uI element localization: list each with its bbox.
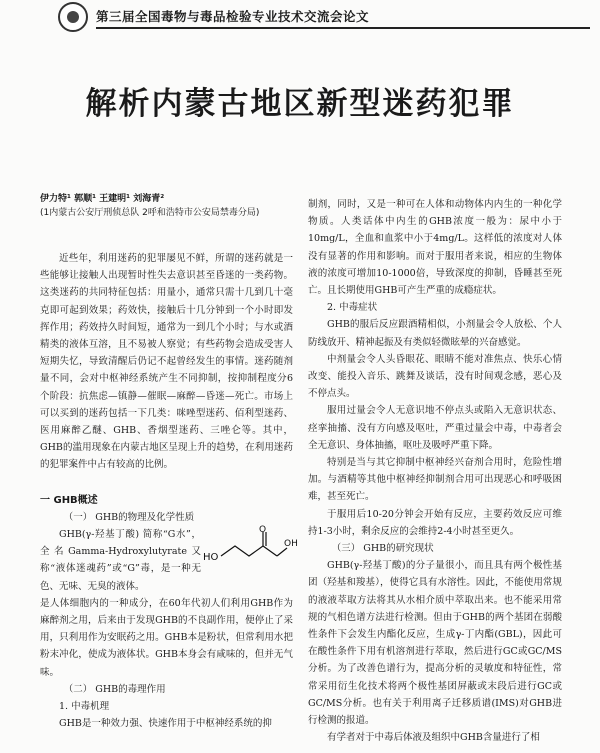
page-header — [0, 0, 600, 40]
article-title: 解析内蒙古地区新型迷药犯罪 — [85, 86, 515, 122]
subsection-heading-2: （二） GHB的毒理作用 — [63, 683, 166, 695]
author-affiliations: (1内蒙古公安厅刑侦总队 2呼和浩特市公安局禁毒分局) — [40, 208, 260, 218]
author-names: 伊力特¹ 郭顺¹ 王建明¹ 刘海青² — [40, 194, 165, 204]
symptoms-paragraph-2: 中剂量会令人头昏眼花、眼睛不能对准焦点、快乐心情改变、能投入音乐、跳舞及谈话，没有时间观念感，恶心及不停点头。 — [308, 353, 562, 400]
ghb-definition: GHB(γ-羟基丁酸) 简称“G水”，全名Gamma-Hydroxylutyrate又称“液体迷魂药”或“G”毒，是一种无色、无味、无臭的液体。 — [40, 529, 201, 592]
svg-text:HO: HO — [203, 552, 219, 564]
header-rule — [96, 27, 590, 29]
right-column — [308, 196, 562, 747]
emblem-icon — [58, 2, 88, 32]
conference-title: 第三届全国毒物与毒品检验专业技术交流会论文 — [96, 9, 370, 24]
research-paragraph: GHB(γ-羟基丁酸)的分子量很小，而且具有两个极性基团（羟基和羧基），使得它具有水溶性。因此，不能使用常规的液液萃取方法将其从水相介质中萃取出来。也不能采用常规的气相色谱方法进行检测。但由于GHB的两个基团在弱酸性条件下会发生内酯化反应，生成γ-丁内酯(GBL)，因此可在酸性条件下用有机溶剂进行萃取，然后进行GC或GC/MS分析。为了改善色谱行为，提高分析的灵敏度和特征性，常常采用衍生化技术将两个极性基团屏蔽或末段后进行GC或GC/MS分析。也有关于利用离子迁移质谱(IMS)对GHB进行检测的报道。 — [308, 560, 562, 727]
ghb-structure-diagram — [201, 525, 298, 566]
left-column — [40, 192, 298, 732]
svg-text:OH: OH — [284, 539, 298, 550]
symptoms-paragraph-1: GHB的服后反应跟酒精相似，小剂量会令人放松、个人防线放开、精神起振及有类似轻微眩晕的兴奋感觉。 — [308, 319, 562, 348]
symptoms-paragraph-4: 特别是当与其它抑制中枢神经兴奋剂合用时，危险性增加。与酒精等其他中枢神经抑制剂合用可出现恶心和呼吸困难，甚至死亡。 — [308, 457, 562, 503]
research-heading: （三） GHB的研究现状 — [331, 543, 434, 555]
author-block — [40, 192, 293, 220]
symptoms-paragraph-3: 服用过量会令人无意识地不停点头或陷入无意识状态、痉挛抽搐、没有方向感及呕吐，严重过量会中毒，中毒者会全无意识、身体抽搐，呕吐及吸呼严重下降。 — [308, 405, 562, 451]
mechanism-paragraph: GHB是一种效力强、快速作用于中枢神经系统的抑 — [59, 718, 272, 730]
intro-paragraph: 近些年，利用迷药的犯罪屡见不鲜，所谓的迷药就是一些能够让接触人出现暂时性失去意识甚至昏迷的一类药物。这类迷药的共同特征包括：用量小，通常只需十几到几十毫克即可起到效果；药效快，接触后十几分钟到一个小时即发挥作用；药效持久时间短，通常为一到几个小时；与水或酒精类的液体互溶，且不易被人察觉；有些药物会造成受害人短期失忆，导致清醒后仍记不起曾经发生的事情。迷药随剂量不同，会对中枢神经系统产生不同抑制，按抑制程度分6个阶段：抗焦虑—镇静—催眠—麻醉—昏迷—死亡。市场上可以买到的迷药包括一下几类：咪唑型迷药、佰利型迷药、医用麻醉乙醚、GHB、香烟型迷药、三唑仑等。其中，GHB的滥用现象在内蒙古地区呈现上升的趋势，在利用迷药的犯罪案件中占有较高的比例。 — [40, 253, 293, 471]
mechanism-continued: 制剂，同时，又是一种可在人体和动物体内内生的一种化学物质。人类话体中内生的GHB浓度一般为：尿中小于10mg/L，全血和血浆中小于4mg/L。这样低的浓度对人体没有显著的作用和影响。而对于服用者来说，相应的生物体液的浓度可增加10-1000倍，导致深度的抑制，昏睡甚至死亡。且长期使用GHB可产生严重的成瘾症状。 — [308, 199, 562, 297]
ghb-description: 是人体细胞内的一种成分，在60年代初人们利用GHB作为麻醉剂之用，后来由于发现GHB的不良副作用，便停止了采用，只利用作为安眠药之用。GHB本是粉状，但常利用水把粉末冲化，使成为液体状。GHB本身会有咸味的，但并无气味。 — [40, 597, 293, 678]
subsection-heading-2a: 1. 中毒机理 — [59, 701, 110, 713]
symptoms-heading: 2. 中毒症状 — [327, 302, 378, 314]
section-heading-1: 一 GHB概述 — [40, 494, 98, 506]
svg-text:O: O — [259, 525, 267, 536]
research-paragraph-continued: 有学者对于中毒后体液及组织中GHB含量进行了相 — [327, 732, 540, 744]
ghb-definition-row — [40, 525, 298, 595]
subsection-heading-1: （一） GHB的物理及化学性质 — [63, 511, 195, 523]
symptoms-paragraph-5: 于服用后10-20分钟会开始有反应，主要药效反应可维持1-3小时，剩余反应的会维持2-4小时甚至更久。 — [308, 508, 562, 537]
